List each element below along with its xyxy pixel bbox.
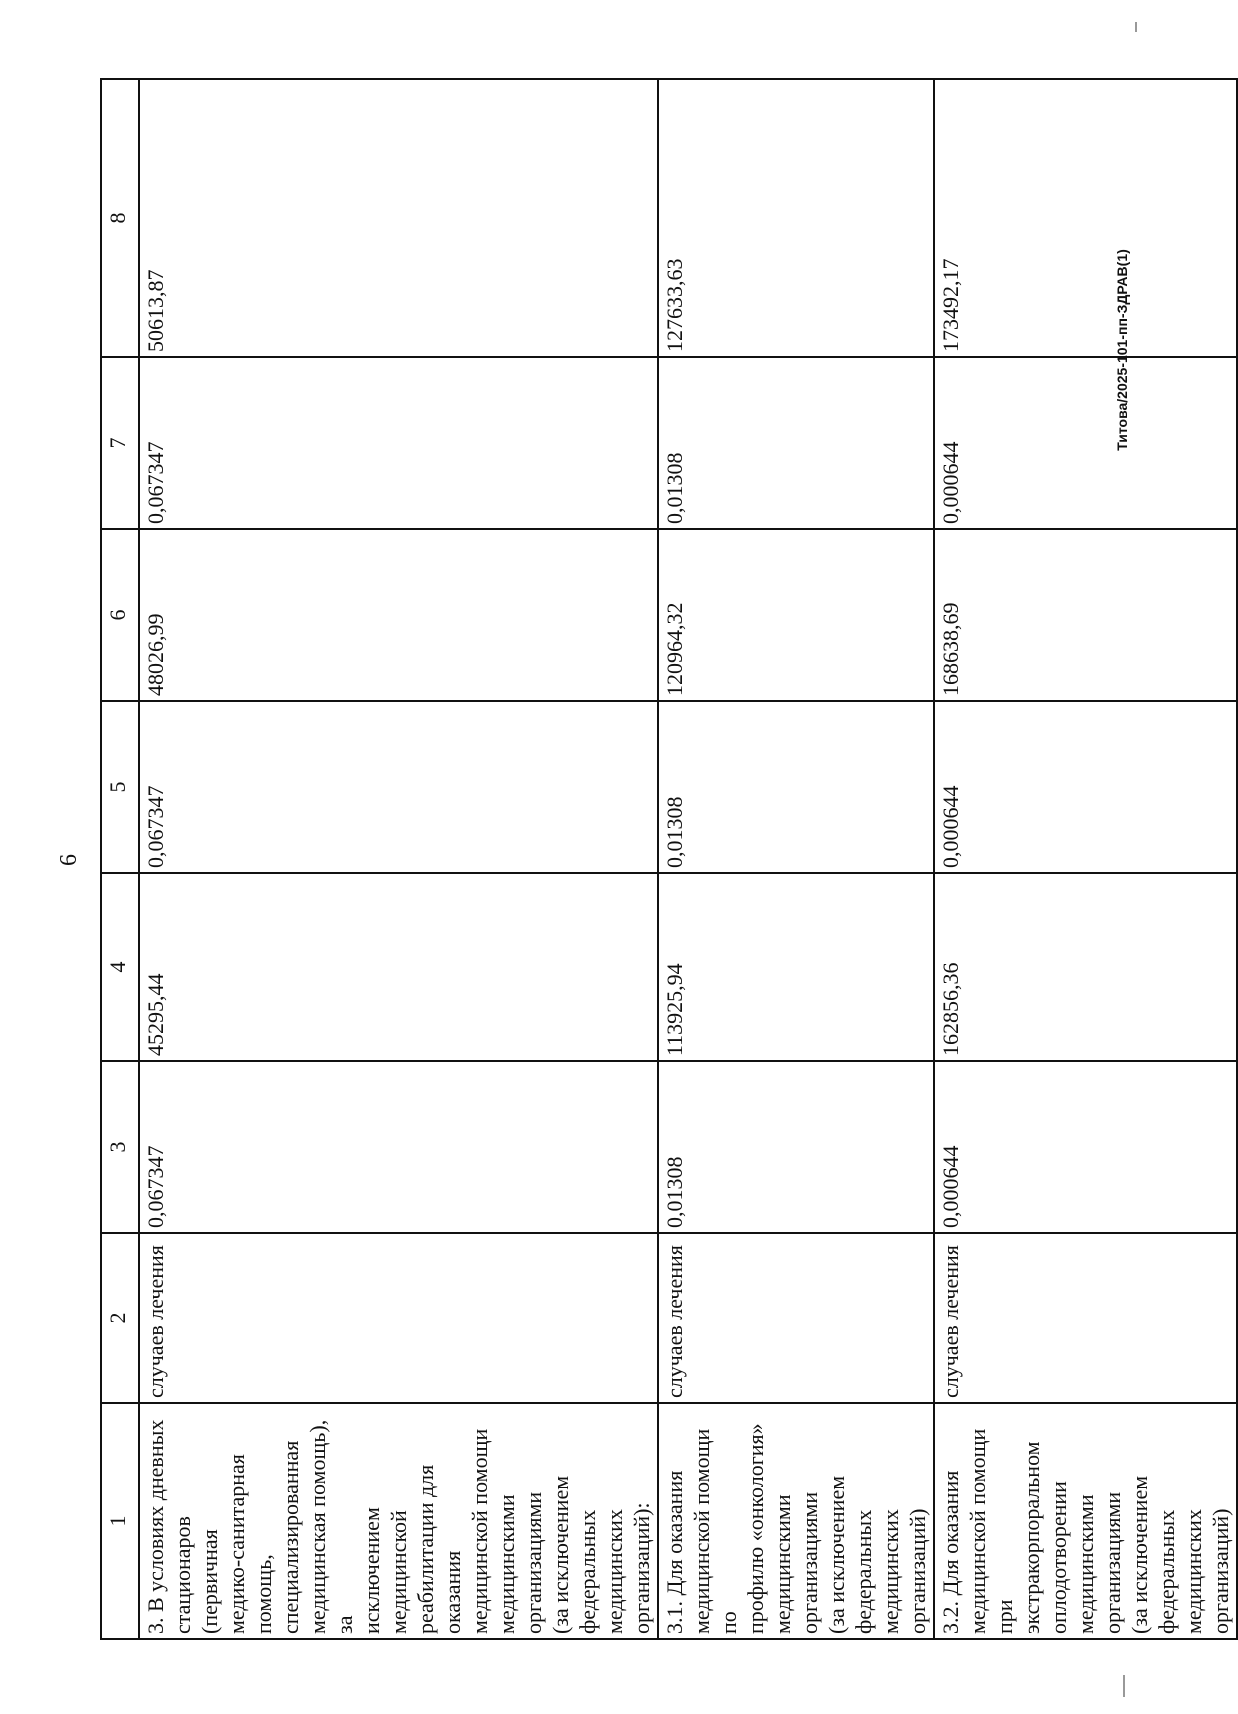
col-header-6: 6 bbox=[101, 529, 139, 701]
financing-table bbox=[100, 78, 1238, 1640]
cell-col6: 48026,99 bbox=[139, 529, 658, 701]
cell-col8: 50613,87 bbox=[139, 79, 658, 357]
cell-col3: 0,067347 bbox=[139, 1061, 658, 1233]
cell-col3: 0,01308 bbox=[658, 1061, 934, 1233]
row-description: 3.2. Для оказания медицинской помощи при экстракорпоральном оплодотворении медицинскими организациями (за исключением федеральных медицинских организаций) bbox=[934, 1403, 1237, 1639]
table-row bbox=[934, 79, 1237, 1639]
cell-col4: 113925,94 bbox=[658, 873, 934, 1061]
row-description: 3.1. Для оказания медицинской помощи по профилю «онкология» медицинскими организациями (за исключением федеральных медицинских организаций) bbox=[658, 1403, 934, 1639]
cell-col8: 173492,17 bbox=[934, 79, 1237, 357]
row-unit: случаев лечения bbox=[658, 1233, 934, 1403]
col-header-2: 2 bbox=[101, 1233, 139, 1403]
col-header-7: 7 bbox=[101, 357, 139, 529]
cell-col7: 0,01308 bbox=[658, 357, 934, 529]
cell-col5: 0,067347 bbox=[139, 701, 658, 873]
cell-col4: 162856,36 bbox=[934, 873, 1237, 1061]
cell-col7: 0,000644 bbox=[934, 357, 1237, 529]
cell-col6: 168638,69 bbox=[934, 529, 1237, 701]
scan-speck bbox=[1123, 1675, 1125, 1697]
col-header-8: 8 bbox=[101, 79, 139, 357]
cell-col4: 45295,44 bbox=[139, 873, 658, 1061]
cell-col8: 127633,63 bbox=[658, 79, 934, 357]
row-description: 3. В условиях дневных стационаров (первичная медико-санитарная помощь, специализированная медицинская помощь), за исключением медицинской реабилитации для оказания медицинской помощи медицинскими организациями (за исключением федеральных медицинских организаций): bbox=[139, 1403, 658, 1639]
cell-col5: 0,000644 bbox=[934, 701, 1237, 873]
column-number-row bbox=[101, 79, 139, 1639]
row-unit: случаев лечения bbox=[139, 1233, 658, 1403]
table-row bbox=[139, 79, 658, 1639]
col-header-5: 5 bbox=[101, 701, 139, 873]
page-number: 6 bbox=[56, 854, 82, 866]
scan-speck bbox=[1135, 22, 1137, 32]
file-label: Титова/2025-101-пп-ЗДРАВ(1) bbox=[1114, 249, 1130, 451]
cell-col3: 0,000644 bbox=[934, 1061, 1237, 1233]
col-header-3: 3 bbox=[101, 1061, 139, 1233]
col-header-4: 4 bbox=[101, 873, 139, 1061]
cell-col7: 0,067347 bbox=[139, 357, 658, 529]
table-row bbox=[658, 79, 934, 1639]
col-header-1: 1 bbox=[101, 1403, 139, 1639]
row-unit: случаев лечения bbox=[934, 1233, 1237, 1403]
cell-col6: 120964,32 bbox=[658, 529, 934, 701]
cell-col5: 0,01308 bbox=[658, 701, 934, 873]
